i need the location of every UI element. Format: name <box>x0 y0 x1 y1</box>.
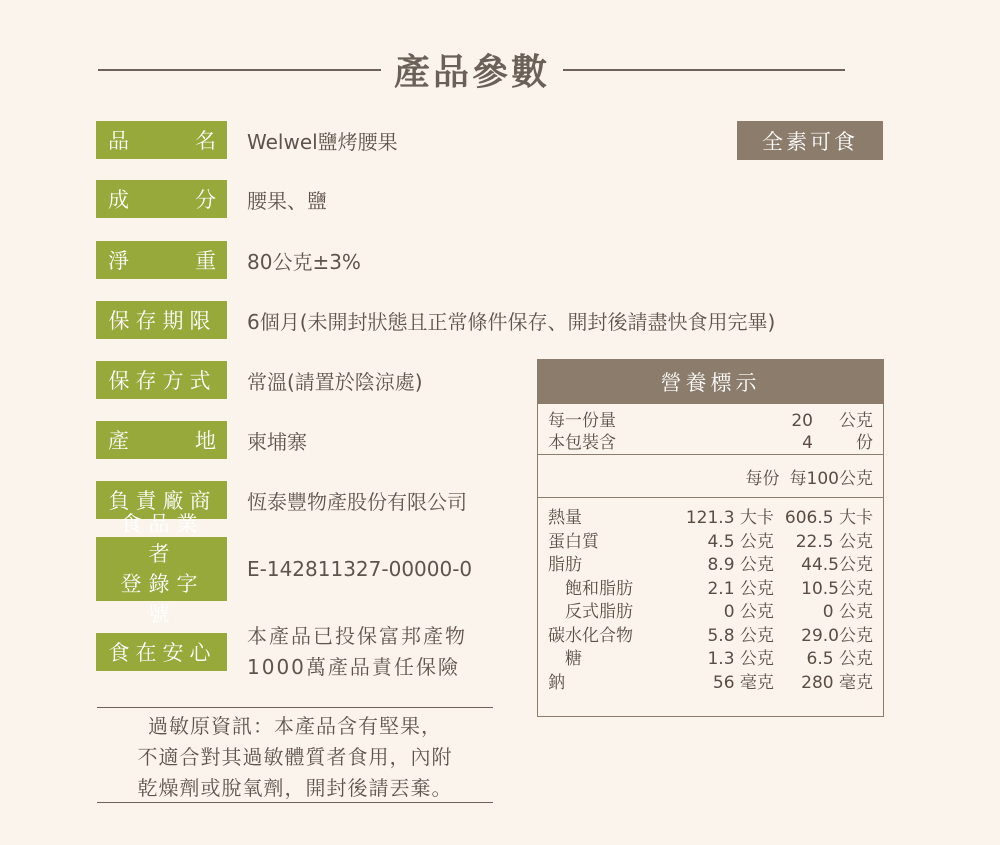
value-shelf-life: 6個月(未開封狀態且正常條件保存、開封後請盡快食用完畢) <box>247 309 776 334</box>
nutrient-name: 蛋白質 <box>548 531 599 552</box>
value-registration-number: E-142811327-00000-0 <box>247 557 473 581</box>
value-per-100g: 10.5公克 <box>801 578 873 599</box>
value-per-100g: 0 公克 <box>822 602 873 622</box>
row-shelf-life <box>96 301 775 339</box>
value-per-serving: 56 毫克 <box>712 672 774 693</box>
serving-size-line: 每一份量 20 公克 <box>548 411 873 431</box>
row-net-weight <box>96 241 361 279</box>
page-header <box>0 38 1000 98</box>
value-net-weight: 80公克±3% <box>247 249 361 274</box>
nutrient-name: 脂肪 <box>548 555 582 575</box>
value-product-name: Welwel鹽烤腰果 <box>247 129 398 154</box>
nutrition-rows <box>538 498 883 695</box>
nutrient-name: 飽和脂肪 <box>548 578 633 599</box>
value-per-serving: 2.1 公克 <box>707 578 774 599</box>
value-per-100g: 22.5 公克 <box>795 531 873 552</box>
value-ingredients: 腰果、鹽 <box>247 188 327 213</box>
title-divider-right <box>563 69 845 71</box>
nutrition-facts-table <box>537 359 884 717</box>
nutrient-name: 反式脂肪 <box>548 602 633 622</box>
value-per-serving: 1.3 公克 <box>707 649 774 669</box>
label-product-name: 品 名 <box>96 121 227 159</box>
label-net-weight: 淨 重 <box>96 241 227 279</box>
label-registration-number: 食品業者 登錄字號 <box>96 537 227 601</box>
value-per-100g: 44.5公克 <box>801 555 873 575</box>
label-origin: 產 地 <box>96 421 227 459</box>
nutrition-header: 營養標示 <box>538 360 883 404</box>
row-registration-number <box>96 512 473 626</box>
serving-info <box>538 404 883 455</box>
vegetarian-badge: 全素可食 <box>737 121 883 160</box>
row-insurance <box>96 621 467 683</box>
label-storage: 保存方式 <box>96 361 227 399</box>
nutrient-name: 鈉 <box>548 672 565 693</box>
nutrient-name: 碳水化合物 <box>548 625 633 646</box>
nutrition-column-headers: 每份 每100公克 <box>538 455 883 498</box>
row-ingredients <box>96 180 327 218</box>
nutrition-row <box>548 578 873 602</box>
nutrition-row <box>548 554 873 578</box>
row-storage <box>96 361 423 399</box>
value-per-100g: 6.5 公克 <box>806 649 873 669</box>
value-per-serving: 121.3 大卡 <box>685 508 774 528</box>
value-per-serving: 4.5 公克 <box>707 531 774 552</box>
nutrient-name: 糖 <box>548 649 582 669</box>
nutrition-row <box>548 601 873 625</box>
value-manufacturer: 恆泰豐物產股份有限公司 <box>247 489 467 514</box>
nutrient-name: 熱量 <box>548 508 582 528</box>
row-origin <box>96 421 307 459</box>
nutrition-row <box>548 507 873 531</box>
row-product-name <box>96 121 398 159</box>
allergen-notice: 過敏原資訊：本產品含有堅果， 不適合對其過敏體質者食用，內附 乾燥劑或脫氧劑，開封後請丟棄。 <box>97 707 493 803</box>
nutrition-row <box>548 531 873 555</box>
title-divider-left <box>98 69 381 71</box>
nutrition-row <box>548 625 873 649</box>
nutrition-row <box>548 672 873 696</box>
label-ingredients: 成 分 <box>96 180 227 218</box>
value-per-100g: 606.5 大卡 <box>784 508 873 528</box>
value-storage: 常溫(請置於陰涼處) <box>247 369 423 394</box>
label-manufacturer: 負責廠商 <box>96 481 227 519</box>
value-insurance: 本產品已投保富邦產物 1000萬產品責任保險 <box>247 624 467 679</box>
value-per-100g: 29.0公克 <box>801 625 873 646</box>
value-per-serving: 8.9 公克 <box>707 555 774 575</box>
value-origin: 柬埔寨 <box>247 429 307 454</box>
servings-per-package-line: 本包裝含 4 份 <box>548 433 873 453</box>
page-title: 產品參數 <box>393 52 550 93</box>
value-per-serving: 0 公克 <box>723 602 774 622</box>
value-per-100g: 280 毫克 <box>801 672 873 693</box>
label-insurance: 食在安心 <box>96 633 227 671</box>
nutrition-row <box>548 648 873 672</box>
value-per-serving: 5.8 公克 <box>707 625 774 646</box>
label-shelf-life: 保存期限 <box>96 301 227 339</box>
